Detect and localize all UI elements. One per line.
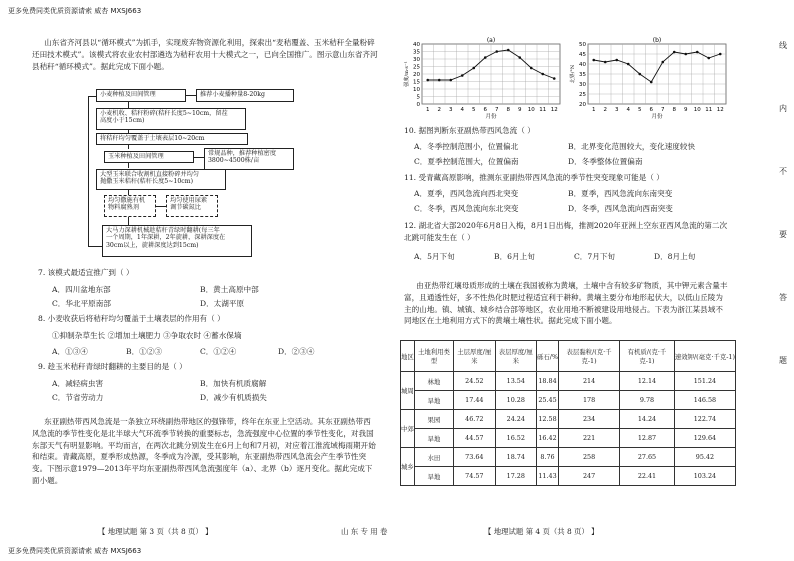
question-8: 8. 小麦收获后将秸秆均匀覆盖于土壤表层的作用有（ ） — [38, 314, 225, 323]
side-char: 内 — [779, 104, 787, 113]
table-cell: 13.54 — [495, 372, 536, 391]
q11-option-a[interactable]: A．夏季，西风急流向西北突变 — [414, 189, 519, 198]
table-cell: 24.52 — [454, 372, 495, 391]
jet-stream-charts — [400, 36, 730, 122]
table-header-cell: 表层厚度/厘米 — [495, 341, 536, 372]
y-tick-label: 30 — [413, 57, 420, 63]
data-point — [541, 73, 544, 76]
y-tick-label: 20 — [413, 72, 420, 78]
table-cell: 12.14 — [620, 372, 675, 391]
q8-option-a[interactable]: A．①③④ — [52, 347, 88, 356]
q12-option-d[interactable]: D．8月上旬 — [654, 252, 696, 261]
x-tick-label: 8 — [506, 107, 510, 113]
data-point — [426, 79, 429, 82]
question-12: 12. 湖北省大部2020年6月8日入梅，8月1日出梅，推测2020年亚洲上空东亚西风急流的第二次北跳可能发生在（ ） — [404, 221, 728, 243]
region-cell: 城周 — [401, 372, 415, 410]
table-cell: 旱地 — [414, 467, 453, 486]
data-point — [615, 59, 618, 62]
x-tick-label: 3 — [615, 107, 619, 113]
passage-1: 山东省齐河县以“循环模式”为抓手，实现废弃物资源化利用，探索出“麦秸覆盖、玉米秸秆全量粉碎还田技术模式”。该模式将农业农村部遴选为秸秆农用十大模式之一，已向全国推广。图示意山东省齐河县秸秆“循环模式”。据此完成下面小题。 — [32, 38, 378, 71]
chart-title: (a) — [486, 37, 496, 44]
q9-option-c[interactable]: C．节省劳动力 — [52, 393, 104, 402]
data-point — [627, 63, 630, 66]
table-cell: 12.58 — [537, 410, 559, 429]
y-tick-label: 10 — [413, 87, 420, 93]
data-point — [484, 56, 487, 59]
table-header-cell: 速效钾/(毫克·千克-1) — [674, 341, 735, 372]
data-point — [472, 67, 475, 70]
binding-margin — [775, 40, 791, 510]
y-tick-label: 45 — [579, 52, 586, 58]
y-axis-label: 北界/°N — [570, 64, 576, 84]
table-header-row — [401, 341, 736, 372]
side-char: 线 — [779, 41, 787, 50]
table-row — [401, 372, 736, 391]
table-cell: 221 — [559, 429, 620, 448]
table-cell: 178 — [559, 391, 620, 410]
flow-box-deep-tillage: 大马力深耕机械趁秸秆青绿时翻耕(每三年 一个周期，1年深耕，2年旋耕，深耕深度在 30cm以上，旋耕深度达到15cm) — [102, 225, 252, 257]
x-tick-label: 5 — [638, 107, 642, 113]
table-cell: 129.64 — [674, 429, 735, 448]
table-cell: 11.43 — [537, 467, 559, 486]
table-cell: 14.24 — [620, 410, 675, 429]
data-point — [650, 81, 653, 84]
data-point — [684, 53, 687, 56]
table-cell: 旱地 — [414, 391, 453, 410]
page-header: 更多免费同类优质资源请索 威杏 MXSJ663 — [8, 7, 142, 15]
region-cell: 城乡 — [401, 448, 415, 486]
table-header-cell: 土层厚度/厘米 — [454, 341, 495, 372]
y-axis-label: 强度/m·s⁻¹ — [404, 61, 410, 87]
region-cell: 中郊 — [401, 410, 415, 448]
table-header-cell: 有机质/(克·千克-1) — [620, 341, 675, 372]
data-point — [507, 49, 510, 52]
x-tick-label: 1 — [426, 107, 430, 113]
x-tick-label: 1 — [592, 107, 596, 113]
table-cell: 林地 — [414, 372, 453, 391]
q10-option-a[interactable]: A．冬季控制范围小，位置偏北 — [414, 142, 519, 151]
side-char: 题 — [779, 356, 787, 365]
q10-option-c[interactable]: C．夏季控制范围大，位置偏南 — [414, 157, 519, 166]
x-tick-label: 2 — [603, 107, 607, 113]
data-point — [719, 53, 722, 56]
data-point — [604, 61, 607, 64]
q12-option-b[interactable]: B．6月上旬 — [494, 252, 535, 261]
data-point — [661, 61, 664, 64]
table-cell: 16.52 — [495, 429, 536, 448]
y-tick-label: 0 — [416, 102, 420, 108]
page-3-footer: 【 地理试题 第 3 页（共 8 页） 】 — [98, 527, 213, 536]
chart-b-north-boundary — [569, 37, 726, 120]
q10-option-d[interactable]: D．冬季整体位置偏南 — [568, 157, 643, 166]
q11-option-c[interactable]: C．冬季，西风急流向东北突变 — [414, 204, 519, 213]
x-tick-label: 2 — [437, 107, 441, 113]
q8-option-b[interactable]: B．①②③ — [126, 347, 162, 356]
table-header-cell: 地区 — [401, 341, 415, 372]
table-cell: 17.44 — [454, 391, 495, 410]
x-tick-label: 11 — [539, 107, 547, 113]
q12-option-c[interactable]: C．7月下旬 — [574, 252, 616, 261]
q8-option-c[interactable]: C．①②④ — [200, 347, 237, 356]
table-cell: 果园 — [414, 410, 453, 429]
table-cell: 247 — [559, 467, 620, 486]
chart-title: (b) — [652, 37, 662, 44]
table-row — [401, 410, 736, 429]
x-tick-label: 12 — [716, 107, 724, 113]
chart-a-intensity — [403, 37, 560, 120]
table-cell: 18.84 — [537, 372, 559, 391]
table-row — [401, 467, 736, 486]
data-point — [673, 51, 676, 54]
flow-box-wheat-harvest: 小麦机收、秸秆粉碎(秸秆长度5~10cm，留茬 高度小于15cm) — [96, 108, 246, 130]
data-point — [530, 67, 533, 70]
x-tick-label: 9 — [684, 107, 688, 113]
side-char: 不 — [779, 167, 787, 176]
x-tick-label: 9 — [518, 107, 522, 113]
table-cell: 258 — [559, 448, 620, 467]
data-point — [553, 77, 556, 80]
flow-box-corn-planting: 玉米种植及田间管理 — [104, 151, 194, 163]
data-point — [438, 79, 441, 82]
table-row — [401, 448, 736, 467]
q7-option-b[interactable]: B．黄土高原中部 — [200, 285, 259, 294]
q7-option-a[interactable]: A．四川盆地东部 — [52, 285, 111, 294]
flow-box-corn-harvest: 大型玉米联合收割机直接粉碎并均匀 抛撒玉米秸秆(秸秆长度5~10cm) — [96, 169, 226, 190]
table-cell: 122.74 — [674, 410, 735, 429]
question-7: 7. 该模式最适宜推广到（ ） — [38, 268, 134, 277]
table-cell: 74.57 — [454, 467, 495, 486]
x-tick-label: 12 — [550, 107, 558, 113]
x-tick-label: 10 — [693, 107, 701, 113]
x-tick-label: 4 — [460, 107, 464, 113]
passage-3: 由亚热带红壤母质形成的土壤在我国被称为黄壤，土壤中含有较多矿物质，其中钾元素含量丰富，且通透性好，多不性热化时肥过程适宜利于耕种。黄壤主要分布地形起伏大，以低山丘陵为主的山地。镇、城镇、城乡结合部等地区，农业用地不断被建设用地侵占。下表为浙江某县域不同地区在土地利用方式下的黄壤土壤性状。据此完成下面小题。 — [404, 281, 728, 326]
question-10: 10. 据图判断东亚副热带西风急流（ ） — [404, 126, 535, 135]
q8-items: ①抑制杂草生长 ②增加土壤肥力 ③争取农时 ④蓄水保墒 — [52, 331, 242, 340]
x-tick-label: 3 — [449, 107, 453, 113]
table-cell: 46.72 — [454, 410, 495, 429]
flow-box-straw-cover: 将秸秆均匀覆盖于土壤表层10~20cm — [96, 133, 248, 145]
x-tick-label: 8 — [672, 107, 676, 113]
x-tick-label: 10 — [527, 107, 535, 113]
table-cell: 24.24 — [495, 410, 536, 429]
table-cell: 旱地 — [414, 429, 453, 448]
y-tick-label: 35 — [579, 72, 586, 78]
table-cell: 27.65 — [620, 448, 675, 467]
q8-option-d[interactable]: D．②③④ — [278, 347, 315, 356]
question-11: 11. 受青藏高原影响，推测东亚副热带西风急流的季节性突变现象可能是（ ） — [404, 173, 664, 182]
q9-option-b[interactable]: B．加快有机质腐解 — [200, 379, 267, 388]
table-header-cell: 土地利用类型 — [414, 341, 453, 372]
data-point — [707, 57, 710, 60]
table-header-cell: 表层黏粒/(克·千克-1) — [559, 341, 620, 372]
x-axis-label: 月份 — [651, 114, 663, 120]
side-char: 答 — [779, 293, 787, 302]
table-row — [401, 391, 736, 410]
center-footer: 山 东 专 用 卷 — [341, 527, 388, 536]
q9-option-d[interactable]: D．减少有机质损失 — [200, 393, 267, 402]
soil-table — [400, 340, 736, 486]
table-header-cell: 砾石/% — [537, 341, 559, 372]
y-tick-label: 40 — [413, 42, 420, 48]
question-9: 9. 趁玉米秸秆青绿时翻耕的主要目的是（ ） — [38, 362, 187, 371]
x-tick-label: 4 — [626, 107, 630, 113]
flow-box-seeding-rate: 推荐小麦播种量8-20kg — [196, 89, 294, 102]
y-tick-label: 5 — [416, 94, 420, 101]
data-point — [696, 51, 699, 54]
table-cell: 水田 — [414, 448, 453, 467]
side-char: 要 — [779, 230, 787, 239]
data-point — [449, 79, 452, 82]
flow-box-wheat-planting: 小麦种植及田间管理 — [96, 89, 186, 102]
q11-option-d[interactable]: D．冬季，西风急流向西南突变 — [568, 204, 673, 213]
x-tick-label: 7 — [661, 107, 665, 113]
y-tick-label: 15 — [413, 79, 420, 86]
table-cell: 103.24 — [674, 467, 735, 486]
data-point — [518, 56, 521, 59]
x-tick-label: 6 — [483, 107, 487, 113]
y-tick-label: 40 — [579, 62, 586, 68]
page-4-footer: 【 地理试题 第 4 页（共 8 页） 】 — [484, 527, 599, 536]
table-cell: 95.42 — [674, 448, 735, 467]
y-tick-label: 50 — [579, 42, 586, 48]
x-tick-label: 7 — [495, 107, 499, 113]
q7-option-d[interactable]: D．太湖平原 — [200, 299, 245, 308]
table-cell: 8.76 — [537, 448, 559, 467]
passage-2: 东亚副热带西风急流是一条独立环绕副热带地区的强锋带，终年在东亚上空活动。其东亚副热带西风急流的季节性变化是北半球大气环流季节转换的重要标志，急流强度中心位置的季节性变化，对我国东部天气有明显影响。平均而言，在两次北跳分别发生在6月上旬和7月初，对应着江淮流域梅雨期开始和结束。青藏高原，夏季形成热源，冬季成为冷源，受其影响，东亚副热带西风急流会产生季节性突变。下图示意1979—2013年平均东亚副热带西风急流强度年（a）、北界（b）逐月变化。据此完成下面小题。 — [32, 417, 376, 485]
flow-box-decomposer: 均匀撒施有机 物料腐熟剂 — [104, 195, 156, 217]
x-tick-label: 6 — [649, 107, 653, 113]
flow-box-planting-density: 常规品种，推荐种植密度 3800~4500株/亩 — [204, 148, 294, 170]
y-tick-label: 35 — [413, 49, 420, 56]
table-cell: 18.74 — [495, 448, 536, 467]
table-cell: 9.78 — [620, 391, 675, 410]
y-tick-label: 30 — [579, 82, 586, 88]
y-tick-label: 25 — [413, 64, 420, 71]
table-cell: 25.45 — [537, 391, 559, 410]
q7-option-c[interactable]: C．华北平原南部 — [52, 299, 111, 308]
table-cell: 12.87 — [620, 429, 675, 448]
page-footer-left: 更多免费同类优质资源请索 威杏 MXSJ663 — [8, 547, 142, 555]
data-point — [592, 59, 595, 62]
table-cell: 22.41 — [620, 467, 675, 486]
y-tick-label: 25 — [579, 92, 586, 98]
table-cell: 234 — [559, 410, 620, 429]
table-cell: 17.28 — [495, 467, 536, 486]
data-point — [461, 74, 464, 77]
x-tick-label: 5 — [472, 107, 476, 113]
data-point — [638, 73, 641, 76]
table-cell: 73.64 — [454, 448, 495, 467]
q12-option-a[interactable]: A．5月下旬 — [414, 252, 455, 261]
q9-option-a[interactable]: A．减轻病虫害 — [52, 379, 104, 388]
table-cell: 16.42 — [537, 429, 559, 448]
table-cell: 44.57 — [454, 429, 495, 448]
data-point — [495, 50, 498, 53]
y-tick-label: 20 — [579, 102, 586, 108]
table-cell: 151.24 — [674, 372, 735, 391]
flow-box-urea: 均匀使用尿素 调节碳氮比 — [166, 195, 218, 217]
q11-option-b[interactable]: B．夏季，西风急流向东南突变 — [568, 189, 673, 198]
side-notice — [775, 40, 791, 366]
table-row — [401, 429, 736, 448]
table-cell: 146.58 — [674, 391, 735, 410]
table-cell: 214 — [559, 372, 620, 391]
table-cell: 10.28 — [495, 391, 536, 410]
q10-option-b[interactable]: B．北界变化范围较大，变化速度较快 — [568, 142, 696, 151]
x-tick-label: 11 — [705, 107, 713, 113]
x-axis-label: 月份 — [485, 114, 497, 120]
